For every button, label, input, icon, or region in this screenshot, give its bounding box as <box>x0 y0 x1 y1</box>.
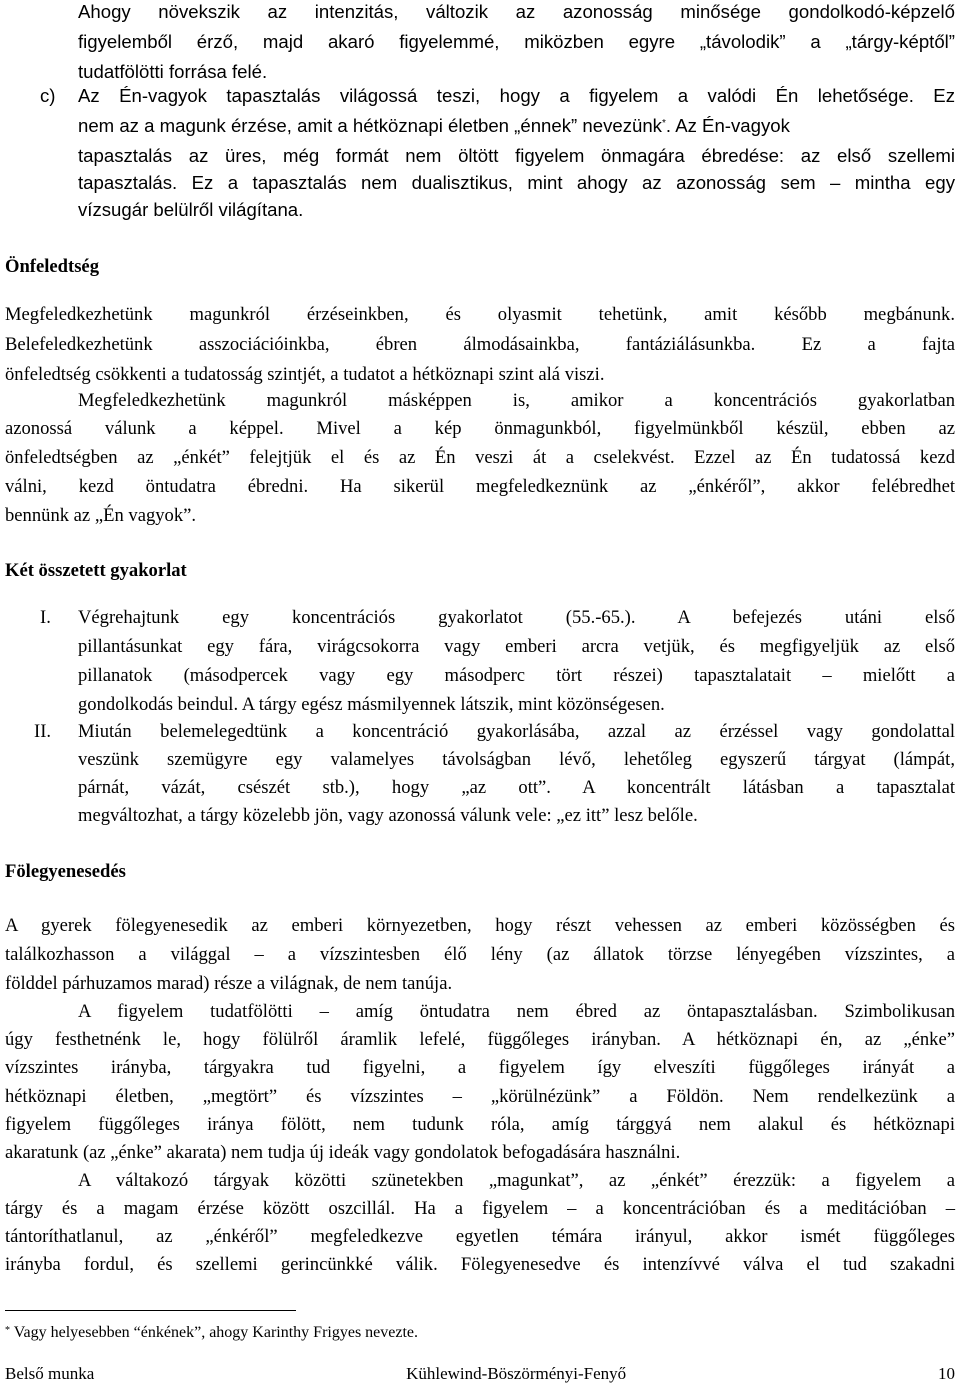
paragraph-line: hétköznapi életben, „megtört” és vízszintes – „körülnézünk” a Földön. Nem rendelkezünk a <box>5 1086 955 1107</box>
list-item-text: nem az a magunk érzése, amit a hétköznapi életben „énnek” nevezünk <box>78 115 662 136</box>
paragraph-line: irányba fordul, és szellemi gerincünkké válik. Fölegyenesedve és intenzívvé válva el tud szakadni <box>5 1254 955 1275</box>
paragraph-line: Megfeledkezhetünk magunkról érzéseinkben, és olyasmit tehetünk, amit később megbánunk. <box>5 304 955 325</box>
paragraph-line: önfeledtségben az „énkét” felejtjük el és az Én veszi át a cselekvést. Ezzel az Én tudatossá kezd <box>5 447 955 468</box>
paragraph-line: Megfeledkezhetünk magunkról másképpen is, amikor a koncentrációs gyakorlatban <box>78 390 955 411</box>
footnote-mark: * <box>5 1325 10 1336</box>
paragraph-line: figyelem függőleges iránya fölött, nem tudunk róla, amíg tárggyá nem alakul és hétköznapi <box>5 1114 955 1135</box>
paragraph-line: A figyelem tudatfölötti – amíg öntudatra nem ébred az öntapasztalásban. Szimbolikusan <box>78 1001 955 1022</box>
list-marker: I. <box>40 607 51 628</box>
paragraph-line: bennünk az „Én vagyok”. <box>5 505 197 526</box>
list-item-line: veszünk szemügyre egy valamelyes távolságban lévő, lehetőleg egyszerű tárgyat (lámpát, <box>78 749 955 770</box>
paragraph-line: tántoríthatlanul, az „énkéről” megfeledkezve egyetlen témára irányul, akkor ismét függőleges <box>5 1226 955 1247</box>
list-item-line: Az Én-vagyok tapasztalás világossá teszi, hogy a figyelem a valódi Én lehetősége. Ez <box>78 85 955 106</box>
list-item-line: gondolkodás beindul. A tárgy egész másmilyennek látszik, mint közönségesen. <box>78 694 665 715</box>
list-item-line <box>78 111 790 141</box>
paragraph-line: azonossá válunk a képpel. Mivel a kép önmagunkból, figyelmünkből készül, ebben az <box>5 418 955 439</box>
list-marker: II. <box>34 721 52 742</box>
list-item-line: megváltozhat, a tárgy közelebb jön, vagy azonossá válunk vele: „ez itt” lesz belőle. <box>78 805 698 826</box>
list-item-line: pillanatok (másodpercek vagy egy másodperc tört részei) tapasztalatait – mielőtt a <box>78 665 955 686</box>
list-item-line: vízsugár belülről világítana. <box>78 199 304 220</box>
section-heading: Két összetett gyakorlat <box>5 560 187 581</box>
paragraph-line: akaratunk (az „énke” akarata) nem tudja új ideák vagy gondolatok befogadására használni. <box>5 1142 681 1163</box>
footnote-text: Vagy helyesebben “énkének”, ahogy Karinthy Frigyes nevezte. <box>13 1324 419 1341</box>
paragraph-line: találkozhasson a világgal – a vízszintesben élő lény (az állatok törzse lényegében vízszintes, a <box>5 944 955 965</box>
footer-left: Belső munka <box>5 1364 95 1383</box>
paragraph-line: figyelemből érző, majd akaró figyelemmé, miközben egyre „távolodik” a „tárgy-képtől” <box>78 31 955 52</box>
page-number: 10 <box>938 1364 955 1383</box>
paragraph-line: önfeledtség csökkenti a tudatosság szintjét, a tudatot a hétköznapi szint alá viszi. <box>5 364 605 385</box>
paragraph-line: úgy festhetnénk le, hogy fölülről áramlik lefelé, függőleges irányban. A hétköznapi én, az „énke” <box>5 1029 955 1050</box>
paragraph-line: vízszintes irányba, tárgyakra tud figyelni, a figyelem így elveszíti függőleges irányát a <box>5 1057 955 1078</box>
list-item-line: tapasztalás. Ez a tapasztalás nem dualisztikus, mint ahogy az azonosság sem – mintha egy <box>78 172 955 193</box>
list-item-line: Miután belemelegedtünk a koncentráció gyakorlásába, azzal az érzéssel vagy gondolattal <box>78 721 955 742</box>
section-heading: Fölegyenesedés <box>5 861 126 882</box>
list-item-line: pillantásunkat egy fára, virágcsokorra vagy emberi arcra vetjük, és megfigyeljük az első <box>78 636 955 657</box>
list-item-line: tapasztalás az üres, még formát nem öltött figyelem önmagára ébredése: az első szellemi <box>78 145 955 166</box>
list-item-text: . Az Én-vagyok <box>665 115 790 136</box>
paragraph-line: Ahogy növekszik az intenzitás, változik az azonosság minősége gondolkodó-képzelő <box>78 1 955 22</box>
footer-center: Kühlewind-Böszörményi-Fenyő <box>406 1364 627 1383</box>
paragraph-line: A váltakozó tárgyak közötti szünetekben „magunkat”, az „énkét” érezzük: a figyelem a <box>78 1170 955 1191</box>
list-marker: c) <box>40 85 56 106</box>
section-heading: Önfeledtség <box>5 256 99 277</box>
paragraph-line: földdel párhuzamos marad) része a világnak, de nem tanúja. <box>5 973 453 994</box>
paragraph-line: válni, kezd öntudatra ébredni. Ha sikerül megfeledkeznünk az „énkéről”, akkor felébredhet <box>5 476 955 497</box>
paragraph-line: Belefeledkezhetünk asszociációinkba, ébren álmodásainkba, fantáziálásunkba. Ez a fajta <box>5 334 955 355</box>
footnote <box>5 1322 418 1344</box>
paragraph-line: A gyerek fölegyenesedik az emberi környezetben, hogy részt vehessen az emberi közösségben és <box>5 915 955 936</box>
page-footer <box>5 1362 955 1386</box>
paragraph-line: tárgy és a magam érzése között oszcillál. Ha a figyelem – a koncentrációban és a meditációban – <box>5 1198 955 1219</box>
footnote-mark[interactable]: * <box>661 118 666 129</box>
paragraph-line: tudatfölötti forrása felé. <box>78 61 268 82</box>
list-item-line: párnát, vázát, csészét stb.), hogy „az ott”. A koncentrált látásban a tapasztalat <box>78 777 955 798</box>
list-item-line: Végrehajtunk egy koncentrációs gyakorlatot (55.-65.). A befejezés utáni első <box>78 607 955 628</box>
footnote-divider <box>5 1310 296 1311</box>
